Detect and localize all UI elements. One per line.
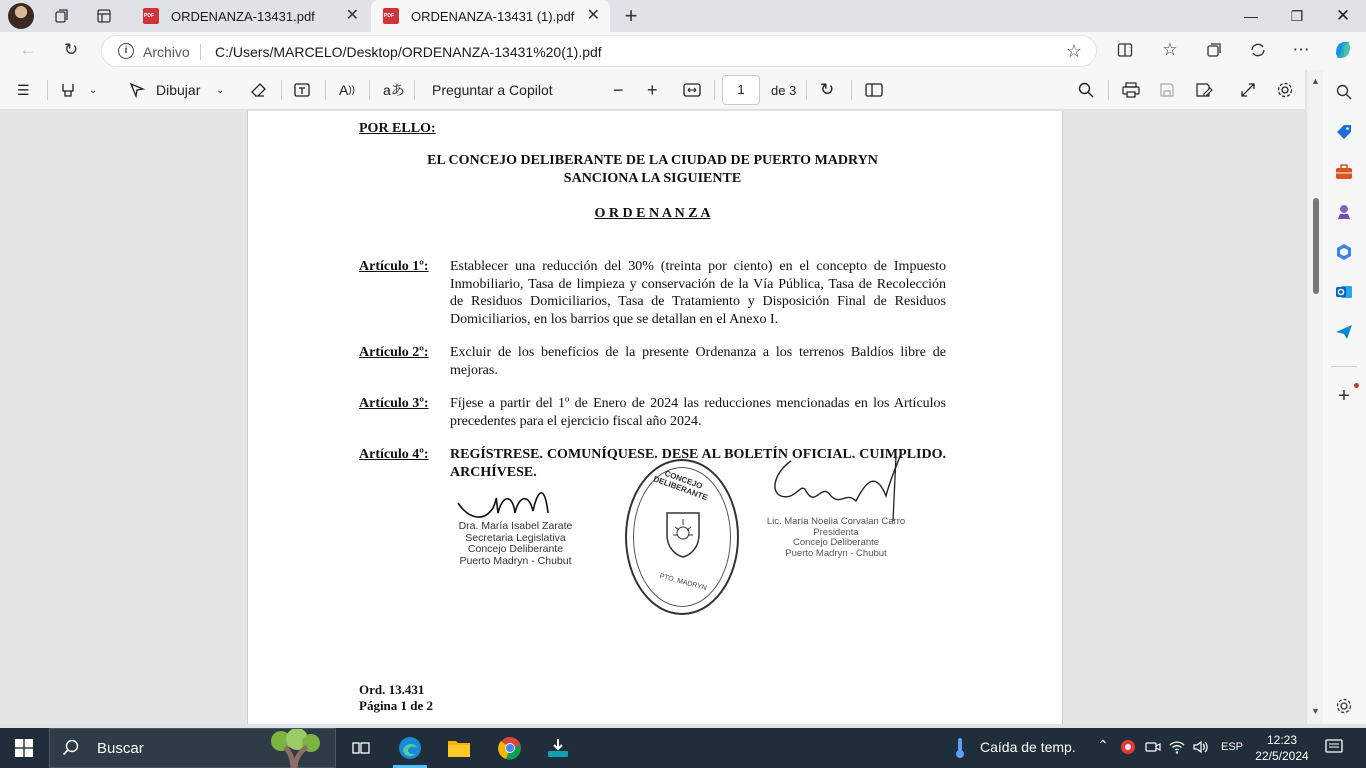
- draw-button[interactable]: [128, 79, 200, 101]
- sidebar-send-icon[interactable]: [1334, 322, 1354, 342]
- page-view-icon[interactable]: [865, 79, 883, 101]
- signature-left-org: Concejo Deliberante: [467, 543, 564, 555]
- signature-left-role: Secretaria Legislativa: [465, 531, 566, 544]
- windows-taskbar: [0, 728, 1366, 768]
- zoom-out-icon[interactable]: −: [613, 79, 624, 100]
- chrome-icon[interactable]: [496, 734, 524, 762]
- sidebar-shopping-icon[interactable]: [1334, 122, 1354, 142]
- more-options-icon[interactable]: ⋯: [1292, 40, 1310, 59]
- close-window-button[interactable]: ✕: [1335, 6, 1351, 25]
- wifi-icon[interactable]: [1169, 739, 1185, 758]
- close-tab-icon[interactable]: ✕: [345, 7, 359, 24]
- workspaces-icon[interactable]: [51, 5, 73, 27]
- profile-avatar[interactable]: [8, 3, 34, 29]
- pdf-toolbar: [0, 70, 1305, 110]
- favorites-icon[interactable]: ☆: [1162, 40, 1178, 59]
- draw-label: Dibujar: [156, 82, 201, 98]
- article-3-text: Fíjese a partir del 1º de Enero de 2024 las reducciones mencionadas en los Artículos precedentes para el ejercicio fiscal año 2024.: [450, 396, 946, 429]
- article-2-text: Excluir de los beneficios de la presente Ordenanza a los terrenos Baldíos libre de mejoras.: [450, 345, 946, 378]
- address-prefix: Archivo: [143, 44, 190, 60]
- close-tab-icon[interactable]: ✕: [586, 7, 600, 24]
- signature-left-block: [443, 521, 588, 567]
- translate-icon[interactable]: aあ: [383, 82, 405, 98]
- toolbar-divider: [714, 80, 715, 100]
- sidebar-outlook-icon[interactable]: [1334, 282, 1354, 302]
- toolbar-divider: [806, 80, 807, 100]
- language-indicator[interactable]: ESP: [1221, 741, 1244, 753]
- fullscreen-icon[interactable]: [1240, 79, 1256, 101]
- taskbar-search-placeholder: Buscar: [97, 739, 144, 757]
- search-icon[interactable]: [1078, 79, 1094, 101]
- tab-actions-icon[interactable]: [93, 5, 115, 27]
- toolbar-divider: [325, 80, 326, 100]
- refresh-icon[interactable]: ↻: [63, 40, 79, 59]
- toolbar-divider: [851, 80, 852, 100]
- pdf-viewer[interactable]: [0, 111, 1305, 724]
- edge-sidebar: [1323, 70, 1366, 724]
- article-1-label: Artículo 1º:: [359, 259, 429, 274]
- start-windows-icon[interactable]: [10, 734, 38, 762]
- taskbar-search-icon: [62, 739, 80, 757]
- restore-button[interactable]: ❐: [1290, 7, 1304, 24]
- save-icon[interactable]: [1159, 79, 1175, 101]
- toolbar-divider: [414, 80, 415, 100]
- signature-right-role: Presidenta: [813, 526, 859, 538]
- recording-icon[interactable]: [1120, 739, 1136, 758]
- camera-icon[interactable]: [1145, 739, 1161, 758]
- sidebar-settings-gear-icon[interactable]: [1334, 696, 1354, 716]
- page-footer-label: Página 1 de 2: [359, 698, 434, 713]
- file-explorer-icon[interactable]: [445, 734, 473, 762]
- copilot-icon[interactable]: [1330, 37, 1356, 63]
- clock-time: 12:23: [1266, 733, 1298, 747]
- save-as-icon[interactable]: [1195, 79, 1213, 101]
- clock[interactable]: [1252, 732, 1312, 764]
- split-screen-icon[interactable]: [1112, 37, 1138, 63]
- page-number-input[interactable]: 1: [722, 75, 760, 105]
- page-total-label: de 3: [771, 82, 797, 98]
- toolbar-divider: [369, 80, 370, 100]
- draw-chevron-down-icon[interactable]: ⌄: [216, 84, 225, 96]
- scroll-up-icon[interactable]: ▲: [1311, 76, 1320, 86]
- sidebar-divider: [1331, 366, 1357, 367]
- seal-bottom-text: PTO. MADRYN: [658, 572, 708, 593]
- address-url[interactable]: C:/Users/MARCELO/Desktop/ORDENANZA-13431%20(1).pdf: [215, 44, 602, 60]
- signature-right-name: Lic. María Noelia Corvalan Carro: [766, 516, 906, 527]
- pdf-file-icon: [383, 8, 399, 24]
- pdf-page: [247, 111, 1063, 724]
- sidebar-tools-icon[interactable]: [1334, 162, 1354, 182]
- signature-right-city: Puerto Madryn - Chubut: [785, 547, 887, 559]
- sidebar-search-icon[interactable]: [1334, 82, 1354, 102]
- toolbar-divider: [1108, 80, 1109, 100]
- sidebar-m365-icon[interactable]: [1334, 242, 1354, 262]
- tab-ordenanza-2[interactable]: [371, 0, 610, 32]
- article-4-label: Artículo 4º:: [359, 447, 429, 462]
- zoom-in-icon[interactable]: +: [647, 79, 658, 100]
- rotate-icon[interactable]: ↻: [820, 80, 835, 99]
- notifications-icon[interactable]: [1325, 739, 1343, 758]
- print-icon[interactable]: [1122, 79, 1140, 101]
- tray-chevron-up-icon[interactable]: ⌃: [1097, 737, 1109, 753]
- new-tab-icon[interactable]: +: [624, 3, 638, 28]
- council-seal: [625, 459, 739, 615]
- article-1-text: Establecer una reducción del 30% (treinta por ciento) en el concepto de Impuesto Inmobiliario, Tasa de limpieza y conservación de la Vía Pública, Tasa de Recolección de Residuos Domiciliarios, Tasa de Tratamiento y Disposición Final de Residuos Domiciliarios, en los barrios que se detallan en el Anexo I.: [450, 259, 946, 327]
- minimize-button[interactable]: —: [1244, 8, 1258, 24]
- fit-width-icon[interactable]: [683, 79, 701, 101]
- sidebar-games-icon[interactable]: [1334, 202, 1354, 222]
- weather-thermometer-icon[interactable]: [946, 734, 974, 762]
- notification-dot: [1354, 383, 1359, 388]
- clock-date: 22/5/2024: [1255, 749, 1309, 763]
- info-icon[interactable]: i: [118, 43, 134, 59]
- task-view-icon[interactable]: [347, 734, 375, 762]
- tab-ordenanza-1[interactable]: [131, 0, 369, 32]
- back-icon[interactable]: ←: [19, 40, 37, 59]
- tab-strip: [0, 0, 1366, 32]
- council-heading: EL CONCEJO DELIBERANTE DE LA CIUDAD DE PUERTO MADRYN: [427, 153, 878, 168]
- address-divider: [200, 44, 201, 60]
- highlight-icon[interactable]: [60, 79, 78, 101]
- pdf-settings-gear-icon[interactable]: [1276, 79, 1294, 101]
- seal-emblem-icon: [663, 509, 703, 559]
- tab-title: ORDENANZA-13431.pdf: [171, 8, 315, 24]
- favorite-star-icon[interactable]: ☆: [1065, 41, 1082, 61]
- pdf-file-icon: [143, 8, 159, 24]
- scrollbar-thumb[interactable]: [1313, 198, 1319, 294]
- vertical-scrollbar[interactable]: [1307, 70, 1323, 724]
- sidebar-add-icon[interactable]: +: [1338, 384, 1350, 407]
- volume-icon[interactable]: [1192, 739, 1208, 758]
- seal-text: CONCEJO DELIBERANTE: [652, 468, 709, 503]
- extensions-icon[interactable]: [1245, 37, 1271, 63]
- toolbar-divider: [281, 80, 282, 100]
- edge-taskbar-icon[interactable]: [396, 734, 424, 762]
- signature-left-name: Dra. María Isabel Zarate: [458, 520, 573, 532]
- sanciona-heading: SANCIONA LA SIGUIENTE: [563, 171, 742, 186]
- highlight-chevron-down-icon[interactable]: ⌄: [89, 84, 98, 96]
- tab-title: ORDENANZA-13431 (1).pdf: [411, 8, 575, 24]
- signature-right-org: Concejo Deliberante: [792, 537, 880, 548]
- article-3-label: Artículo 3º:: [359, 396, 429, 411]
- ordenanza-title: O R D E N A N Z A: [594, 206, 711, 221]
- weather-text[interactable]: Caída de temp.: [980, 739, 1076, 755]
- por-ello-label: POR ELLO:: [359, 121, 436, 136]
- article-4-text: REGÍSTRESE. COMUNÍQUESE. DESE AL BOLETÍN OFICIAL. CUIMPLIDO. ARCHÍVESE.: [450, 447, 946, 480]
- collections-icon[interactable]: [1201, 37, 1227, 63]
- signature-left-city: Puerto Madryn - Chubut: [459, 554, 572, 567]
- taskbar-search[interactable]: [49, 728, 336, 768]
- contents-list-icon[interactable]: ☰: [17, 81, 30, 98]
- address-bar[interactable]: [101, 35, 1097, 67]
- read-aloud-icon[interactable]: A )): [339, 82, 356, 98]
- signature-right-block: [756, 517, 916, 559]
- add-text-icon[interactable]: [293, 79, 311, 101]
- ask-copilot-button[interactable]: Preguntar a Copilot: [432, 82, 553, 98]
- scroll-down-icon[interactable]: ▼: [1311, 706, 1320, 716]
- app-installer-icon[interactable]: [544, 734, 572, 762]
- ordinance-number: Ord. 13.431: [359, 682, 425, 697]
- search-highlight-tree-icon: [259, 729, 329, 768]
- toolbar-divider: [47, 80, 48, 100]
- eraser-icon[interactable]: [249, 79, 267, 101]
- article-2-label: Artículo 2º:: [359, 345, 429, 360]
